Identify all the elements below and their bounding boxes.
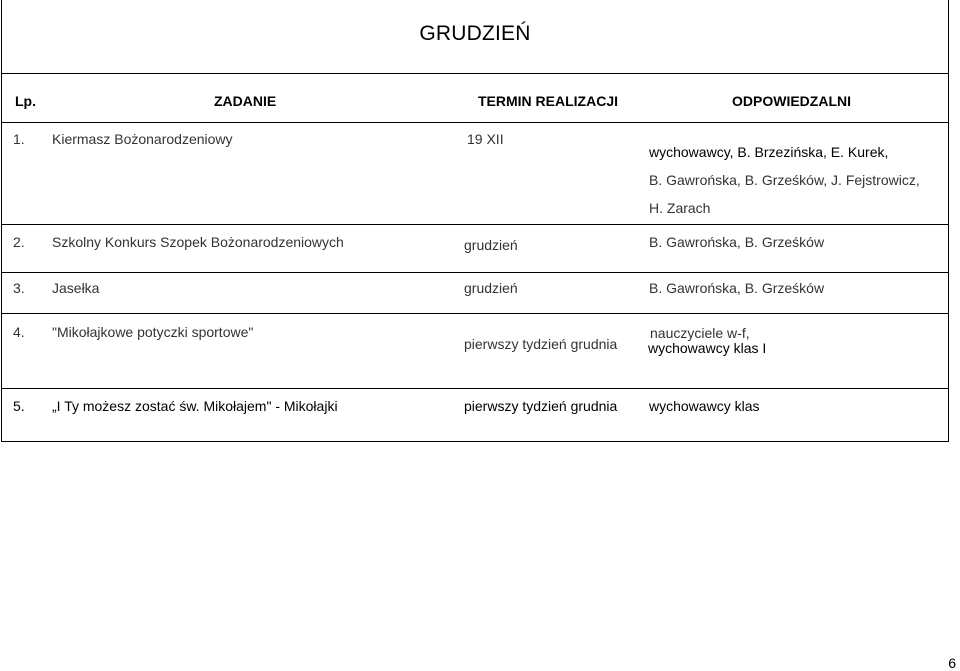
page-title: GRUDZIEŃ <box>419 22 531 45</box>
row-number: 2. <box>13 234 25 250</box>
task-term: grudzień <box>464 280 518 296</box>
responsible-line: nauczyciele w-f, <box>650 325 750 341</box>
responsible-line: H. Zarach <box>649 200 711 216</box>
row-number: 4. <box>13 324 25 340</box>
row-number: 3. <box>13 280 25 296</box>
task-name: Kiermasz Bożonarodzeniowy <box>52 131 233 147</box>
schedule-table <box>1 0 949 442</box>
table-divider <box>1 272 949 273</box>
task-name: Jasełka <box>52 280 100 296</box>
row-number: 1. <box>13 131 25 147</box>
header-termin: TERMIN REALIZACJI <box>478 93 618 109</box>
page-number: 6 <box>948 655 956 671</box>
table-divider <box>1 388 949 389</box>
responsible-line: B. Gawrońska, B. Grześków <box>649 280 825 296</box>
header-zadanie: ZADANIE <box>214 93 277 109</box>
table-divider <box>1 122 949 123</box>
table-divider <box>1 313 949 314</box>
responsible-line: wychowawcy klas <box>649 398 760 414</box>
responsible-line: B. Gawrońska, B. Grześków <box>649 234 825 250</box>
row-number: 5. <box>13 398 25 414</box>
task-name: Szkolny Konkurs Szopek Bożonarodzeniowych <box>52 234 344 250</box>
table-divider <box>1 224 949 225</box>
header-lp: Lp. <box>15 93 36 109</box>
header-odpowiedzialni: ODPOWIEDZALNI <box>732 93 851 109</box>
task-term: pierwszy tydzień grudnia <box>464 398 618 414</box>
task-term: pierwszy tydzień grudnia <box>464 336 618 352</box>
responsible-line: B. Gawrońska, B. Grześków, J. Fejstrowicz, <box>649 172 920 188</box>
task-term: 19 XII <box>467 131 504 147</box>
task-name: „I Ty możesz zostać św. Mikołajem" - Mikołajki <box>52 398 338 414</box>
table-divider <box>1 73 949 74</box>
responsible-line: wychowawcy, B. Brzezińska, E. Kurek, <box>649 144 889 160</box>
responsible-line: wychowawcy klas I <box>648 340 767 356</box>
task-name: "Mikołajkowe potyczki sportowe" <box>52 324 254 340</box>
task-term: grudzień <box>464 237 518 253</box>
